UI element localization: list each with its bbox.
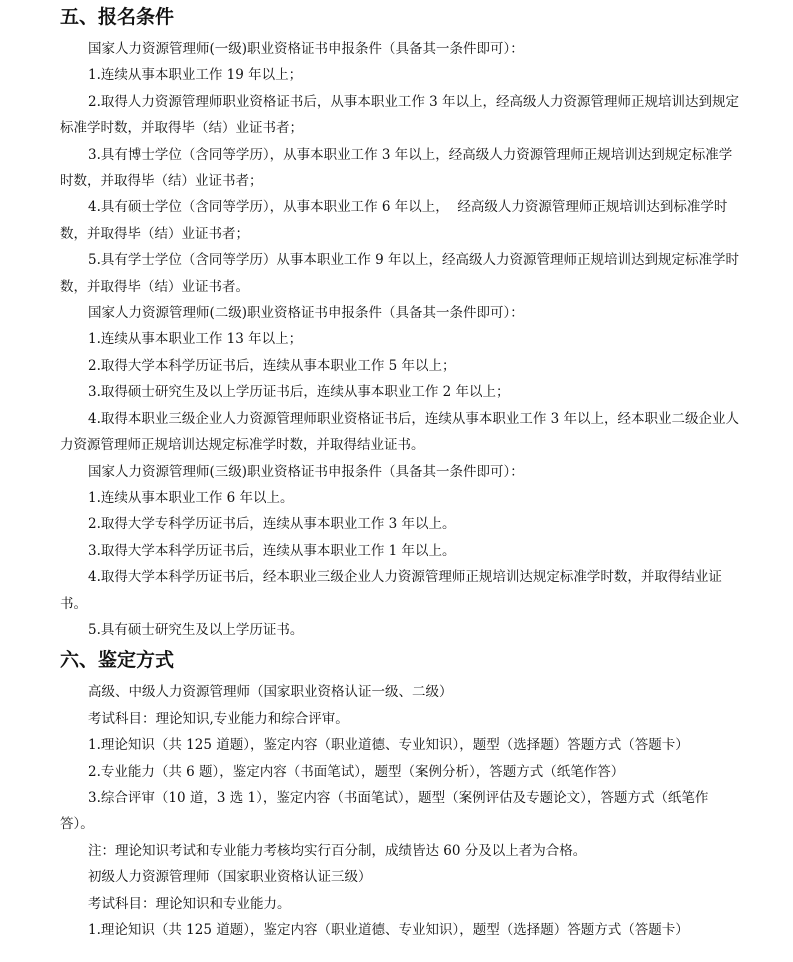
paragraph: 1.连续从事本职业工作 13 年以上； (88, 331, 303, 348)
section-body-assessment (60, 679, 741, 943)
section-body-registration (60, 36, 741, 643)
paragraph: 注：理论知识考试和专业能力考核均实行百分制，成绩皆达 60 分及以上者为合格。 (88, 842, 587, 859)
paragraph: 国家人力资源管理师(二级)职业资格证书申报条件（具备其一条件即可）： (88, 305, 524, 322)
paragraph: 3.综合评审（10 道，3 选 1），鉴定内容（书面笔试），题型（案例评估及专题论文），答题方式（纸笔作答）。 (60, 789, 709, 833)
paragraph: 5.具有硕士研究生及以上学历证书。 (88, 621, 304, 638)
section-heading-assessment: 六、鉴定方式 (60, 649, 175, 672)
paragraph: 2.取得大学专科学历证书后，连续从事本职业工作 3 年以上。 (88, 516, 456, 533)
section-heading-registration: 五、报名条件 (60, 6, 175, 28)
paragraph: 国家人力资源管理师(一级)职业资格证书申报条件（具备其一条件即可）： (88, 41, 524, 57)
paragraph: 3.取得硕士研究生及以上学历证书后，连续从事本职业工作 2 年以上； (88, 384, 510, 401)
paragraph: 初级人力资源管理师（国家职业资格认证三级） (88, 869, 372, 886)
paragraph: 考试科目：理论知识,专业能力和综合评审。 (88, 710, 349, 727)
paragraph: 1.理论知识（共 125 道题），鉴定内容（职业道德、专业知识），题型（选择题）答题方式（答题卡） (88, 922, 689, 938)
paragraph: 高级、中级人力资源管理师（国家职业资格认证一级、二级） (88, 684, 453, 701)
paragraph: 4.具有硕士学位（含同等学历），从事本职业工作 6 年以上， 经高级人力资源管理师正规培训达到标准学时数，并取得毕（结）业证书者； (60, 199, 728, 242)
paragraph: 2.取得大学本科学历证书后，连续从事本职业工作 5 年以上； (88, 357, 456, 374)
paragraph: 3.取得大学本科学历证书后，连续从事本职业工作 1 年以上。 (88, 542, 456, 559)
paragraph: 1.理论知识（共 125 道题），鉴定内容（职业道德、专业知识），题型（选择题）答题方式（答题卡） (88, 737, 689, 754)
paragraph: 2.取得人力资源管理师职业资格证书后，从事本职业工作 3 年以上，经高级人力资源管理师正规培训达到规定标准学时数，并取得毕（结）业证书者； (60, 93, 740, 137)
paragraph: 2.专业能力（共 6 题），鉴定内容（书面笔试），题型（案例分析），答题方式（纸笔作答） (88, 763, 625, 780)
paragraph: 国家人力资源管理师(三级)职业资格证书申报条件（具备其一条件即可）： (88, 463, 524, 480)
paragraph: 4.取得大学本科学历证书后，经本职业三级企业人力资源管理师正规培训达规定标准学时数，并取得结业证书。 (60, 569, 722, 612)
paragraph: 考试科目：理论知识和专业能力。 (88, 895, 291, 912)
paragraph: 1.连续从事本职业工作 6 年以上。 (88, 489, 294, 506)
paragraph: 5.具有学士学位（含同等学历）从事本职业工作 9 年以上，经高级人力资源管理师正规培训达到规定标准学时数，并取得毕（结）业证书者。 (60, 252, 740, 295)
paragraph: 1.连续从事本职业工作 19 年以上； (88, 67, 303, 84)
paragraph: 4.取得本职业三级企业人力资源管理师职业资格证书后，连续从事本职业工作 3 年以上，经本职业二级企业人力资源管理师正规培训达规定标准学时数，并取得结业证书。 (60, 410, 740, 454)
paragraph: 3.具有博士学位（含同等学历），从事本职业工作 3 年以上，经高级人力资源管理师正规培训达到规定标准学时数，并取得毕（结）业证书者； (60, 146, 733, 190)
